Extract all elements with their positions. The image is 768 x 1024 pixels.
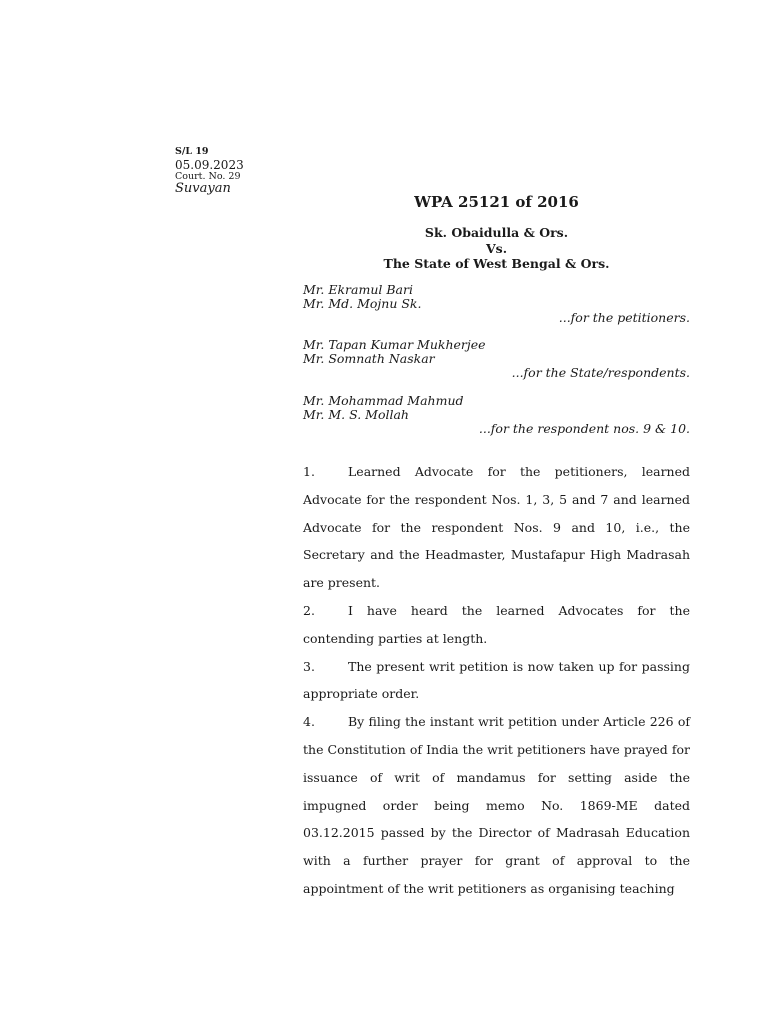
paragraph-text: By filing the instant writ petition under Article 226 of the Constitution of India the writ petitioners have prayed for issuance of writ of mandamus for setting aside the impugned order being memo No. 1869-ME dated 03.12.2015 passed by the Director of Madrasah Education with a further prayer for grant of approval to the appointment of the writ petitioners as organising teaching xyxy=(303,714,690,896)
respondent-name: The State of West Bengal & Ors. xyxy=(383,256,610,272)
case-title: WPA 25121 of 2016 xyxy=(414,193,579,211)
order-date: 05.09.2023 xyxy=(175,157,244,172)
paragraph-text: The present writ petition is now taken up for passing appropriate order. xyxy=(303,658,690,702)
paragraph-number: 2. xyxy=(303,602,315,618)
paragraph xyxy=(303,458,690,597)
counsel-group-respondents-9-10 xyxy=(303,394,690,436)
counsel-name: Mr. Somnath Naskar xyxy=(303,351,435,366)
counsel-group-state xyxy=(303,338,690,380)
clerk-name: Suvayan xyxy=(175,181,231,196)
counsel-group-petitioners xyxy=(303,283,690,325)
paragraph-text: I have heard the learned Advocates for the contending parties at length. xyxy=(303,602,690,646)
paragraph xyxy=(303,597,690,653)
petitioner-name: Sk. Obaidulla & Ors. xyxy=(424,225,569,240)
counsel-name: Mr. M. S. Mollah xyxy=(303,407,409,422)
serial-list-number: S/L 19 xyxy=(175,146,209,157)
paragraph-number: 3. xyxy=(303,658,315,674)
court-number: Court. No. 29 xyxy=(175,170,241,182)
paragraph xyxy=(303,708,690,903)
case-header xyxy=(303,193,690,272)
counsel-role: ...for the State/respondents. xyxy=(511,365,690,380)
counsel-role: ...for the respondent nos. 9 & 10. xyxy=(478,421,690,436)
order-body xyxy=(303,458,690,903)
paragraph-text: Learned Advocate for the petitioners, learned Advocate for the respondent Nos. 1, 3, 5 and 7 and learned Advocate for the respondent Nos. 9 and 10, i.e., the Secretary and the Headmaster, Mustafapur High Madrasah are present. xyxy=(303,464,690,591)
counsel-role: ...for the petitioners. xyxy=(558,310,690,325)
counsel-name: Mr. Md. Mojnu Sk. xyxy=(303,296,422,311)
margin-notes xyxy=(175,147,244,195)
paragraph-number: 4. xyxy=(303,714,315,730)
versus-label: Vs. xyxy=(485,240,508,256)
counsel-name: Mr. Tapan Kumar Mukherjee xyxy=(303,337,486,352)
paragraph-number: 1. xyxy=(303,464,315,479)
paragraph xyxy=(303,653,690,709)
counsel-name: Mr. Ekramul Bari xyxy=(303,282,413,297)
counsel-name: Mr. Mohammad Mahmud xyxy=(303,393,464,408)
